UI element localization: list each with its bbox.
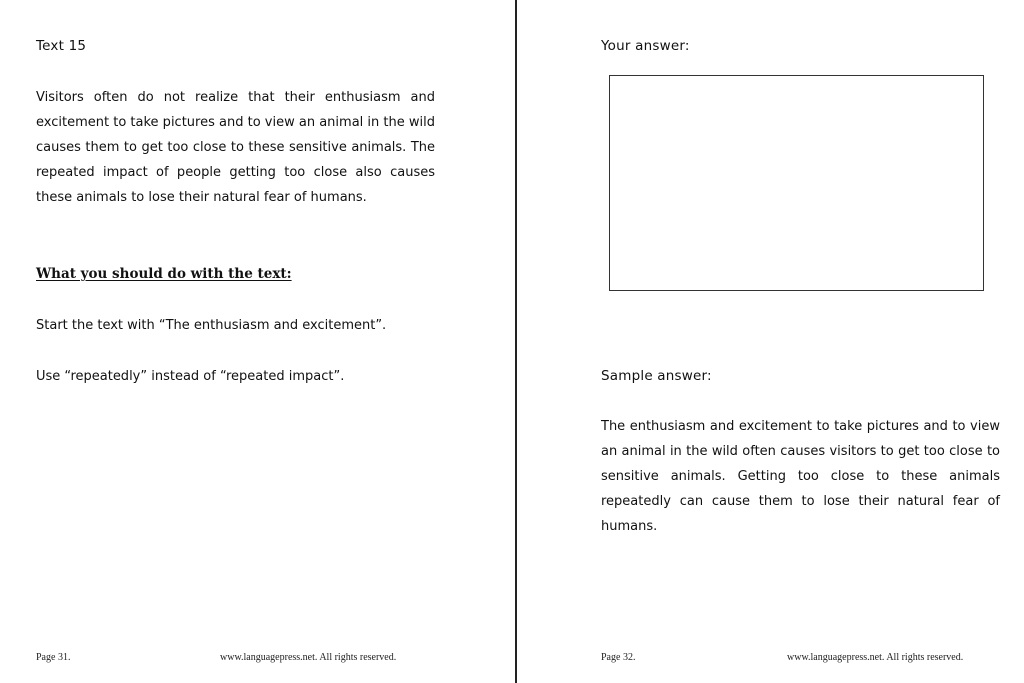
answer-label: Your answer:	[601, 38, 690, 54]
instruction-item: Use “repeatedly” instead of “repeated impact”.	[36, 369, 345, 384]
footer-page-number: Page 31.	[36, 652, 71, 663]
sample-answer-label: Sample answer:	[601, 368, 712, 384]
answer-box[interactable]	[609, 75, 984, 291]
footer-page-number: Page 32.	[601, 652, 636, 663]
passage-text: Visitors often do not realize that their enthusiasm and excitement to take pictures and to view an animal in the wild causes them to get too close to these sensitive animals. The repeated impact of people getting too close also causes these animals to lose their natural fear of humans.	[36, 90, 435, 205]
footer-copyright: www.languagepress.net. All rights reserved.	[220, 652, 397, 663]
right-page	[517, 0, 1024, 683]
footer-copyright: www.languagepress.net. All rights reserved.	[787, 652, 964, 663]
sample-answer-text: The enthusiasm and excitement to take pictures and to view an animal in the wild often causes visitors to get too close to sensitive animals. Getting too close to these animals repeatedly can cause them to lose their natural fear of humans.	[601, 419, 1000, 534]
instruction-item: Start the text with “The enthusiasm and excitement”.	[36, 318, 387, 333]
left-page	[0, 0, 510, 683]
instructions-heading: What you should do with the text:	[36, 266, 292, 282]
text-title: Text 15	[36, 38, 87, 54]
